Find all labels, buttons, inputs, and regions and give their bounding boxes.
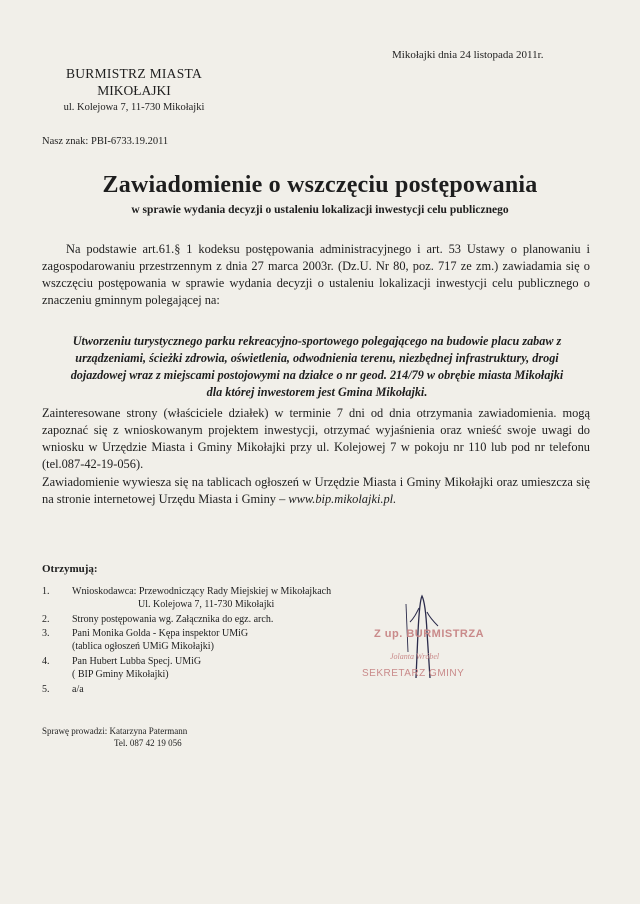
- recipient-number: 5.: [42, 683, 50, 695]
- document-subtitle: w sprawie wydania decyzji o ustaleniu lokalizacji inwestycji celu publicznego: [131, 204, 509, 216]
- recipient-number: 2.: [42, 613, 50, 625]
- sender-title: BURMISTRZ MIASTA: [65, 66, 203, 81]
- recipient-line: (tablica ogłoszeń UMiG Mikołajki): [72, 641, 214, 653]
- bip-link[interactable]: www.bip.mikolajki.pl.: [288, 492, 397, 506]
- recipient-item: [42, 684, 382, 697]
- recipient-line: Wnioskodawca: Przewodniczący Rady Miejskiej w Mikołajkach: [72, 586, 332, 597]
- prepared-by: [42, 726, 187, 749]
- sender-city: MIKOŁAJKI: [97, 83, 171, 98]
- recipient-line: a/a: [72, 683, 84, 695]
- stamp-line: SEKRETARZ GMINY: [362, 668, 465, 679]
- recipient-line: ( BIP Gminy Mikołajki): [72, 668, 169, 680]
- recipient-number: 4.: [42, 655, 50, 667]
- recipient-number: 3.: [42, 628, 50, 640]
- investment-line: urządzeniami, ścieżki zdrowia, oświetlenia, odwodnienia terenu, niezbędnej infrastruktury, drogi: [75, 351, 559, 365]
- investment-line: dojazdowej wraz z miejscami postojowymi na działce o nr geod. 214/79 w obrębie miasta Mikołajki: [70, 368, 564, 382]
- recipient-number: 1.: [42, 586, 50, 597]
- recipients-heading: Otrzymują:: [42, 563, 98, 575]
- recipient-line: Strony postępowania wg. Załącznika do egz. arch.: [72, 613, 274, 625]
- sender-address: ul. Kolejowa 7, 11-730 Mikołajki: [63, 102, 205, 113]
- recipients-list: [42, 586, 382, 698]
- letter-date: Mikołajki dnia 24 listopada 2011r.: [392, 49, 544, 61]
- document-title: Zawiadomienie o wszczęciu postępowania: [102, 172, 538, 198]
- body-paragraph-publication: [42, 474, 590, 508]
- official-stamp: [362, 624, 522, 684]
- recipient-item: [42, 586, 382, 612]
- recipient-item: [42, 628, 382, 654]
- stamp-line: Jolanta Wróbel: [390, 652, 440, 661]
- stamp-line: Z up. BURMISTRZA: [374, 628, 485, 640]
- investment-line: Utworzeniu turystycznego parku rekreacyjno-sportowego polegającego na budowie placu zabaw z: [72, 334, 562, 348]
- investment-description: [44, 333, 590, 401]
- body-paragraph-consultation: Zainteresowane strony (właściciele działek) w terminie 7 dni od dnia otrzymania zawiadomienia. mogą zapoznać się z wnioskowanym projektem inwestycji, otrzymać wyjaśnienia oraz wnieść swoje uwagi do wniosku w Urzędzie Miasta i Gminy Mikołajki przy ul. Kolejowej 7 w pokoju nr 110 lub pod nr telefonu (tel.087-42-19-056).: [42, 406, 590, 471]
- publication-text: Zawiadomienie wywiesza się na tablicach ogłoszeń w Urzędzie Miasta i Gminy Mikołajki oraz umieszcza się na stronie internetowej Urzędu Miasta i Gminy –: [42, 475, 590, 506]
- investment-line: dla której inwestorem jest Gmina Mikołajki.: [206, 385, 428, 399]
- recipient-item: [42, 656, 382, 682]
- prepared-by-phone: Tel. 087 42 19 056: [114, 737, 182, 748]
- recipient-line: Pan Hubert Lubba Specj. UMiG: [72, 655, 202, 667]
- prepared-by-name: Sprawę prowadzi: Katarzyna Patermann: [42, 726, 188, 736]
- recipient-item: [42, 614, 382, 627]
- recipient-line: Pani Monika Golda - Kępa inspektor UMiG: [72, 628, 249, 640]
- sender-block: [34, 66, 234, 113]
- reference-number: Nasz znak: PBI-6733.19.2011: [42, 136, 169, 147]
- recipient-line: Ul. Kolejowa 7, 11-730 Mikołajki: [138, 598, 275, 610]
- body-paragraph-legal-basis: Na podstawie art.61.§ 1 kodeksu postępowania administracyjnego i art. 53 Ustawy o planowaniu i zagospodarowaniu przestrzennym z dnia 27 marca 2003r. (Dz.U. Nr 80, poz. 717 ze zm.) zawiadamia się o wszczęciu postępowania w sprawie wydania decyzji o ustaleniu lokalizacji inwestycji celu publicznego o znaczeniu gminnym polegającej na:: [42, 242, 590, 307]
